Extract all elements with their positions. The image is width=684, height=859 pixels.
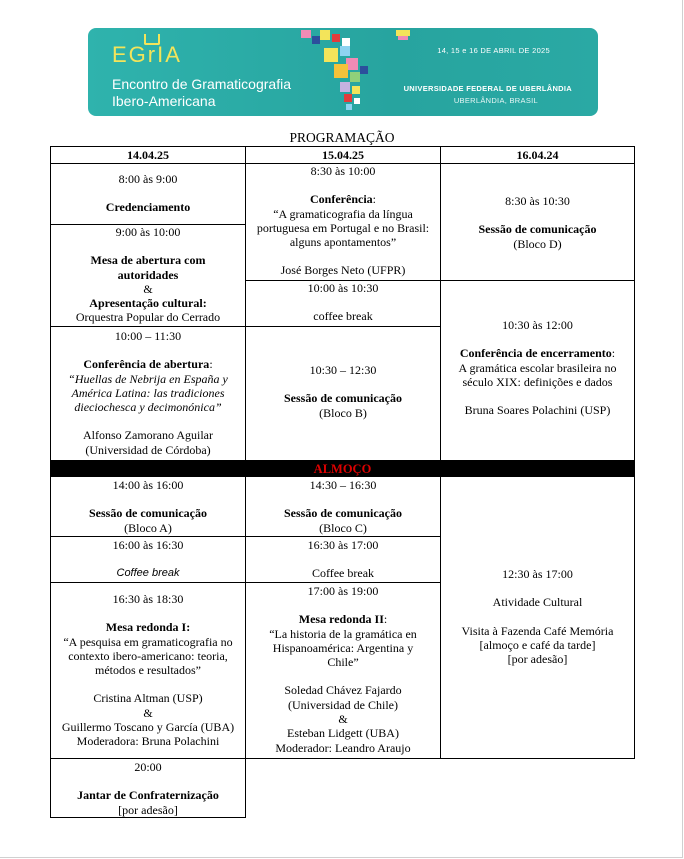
day1-mesa-redonda-1: 16:30 às 18:30 Mesa redonda I: “A pesquisa em gramaticografia no contexto ibero-americano: teoria, métodos e resultados” Cristina Altman (USP) & Guillermo Toscano y García (UBA) Moderadora: Bruna Polachini bbox=[50, 582, 246, 759]
day2-sessao-c: 14:30 – 16:30 Sessão de comunicação (Bloco C) bbox=[245, 476, 441, 537]
event-dates: 14, 15 e 16 DE ABRIL DE 2025 bbox=[437, 46, 550, 55]
program-title: PROGRAMAÇÃO bbox=[289, 130, 395, 145]
lunch-label: ALMOÇO bbox=[313, 462, 372, 476]
day3-atividade-cultural: 12:30 às 17:00 Atividade Cultural Visita à Fazenda Café Memória [almoço e café da tarde] [por adesão] bbox=[440, 476, 635, 759]
day1-sessao-a: 14:00 às 16:00 Sessão de comunicação (Bloco A) bbox=[50, 476, 246, 537]
university-name: UNIVERSIDADE FEDERAL DE UBERLÂNDIA bbox=[403, 84, 572, 93]
day1-jantar: 20:00 Jantar de Confraternização [por adesão] bbox=[50, 758, 246, 818]
header-day-1: 14.04.25 bbox=[50, 146, 246, 164]
header-day-2: 15.04.25 bbox=[245, 146, 441, 164]
event-logo: EGrIA bbox=[112, 42, 182, 67]
day2-mesa-redonda-2: 17:00 às 19:00 Mesa redonda II: “La historia de la gramática en Hispanoamérica: Argentina y Chile” Soledad Chávez Fajardo (Universidad de Chile) & Esteban Lidgett (UBA) Moderador: Leandro Araujo bbox=[245, 582, 441, 759]
event-banner bbox=[88, 28, 598, 116]
header-day-3: 16.04.24 bbox=[440, 146, 635, 164]
event-name: Encontro de Gramaticografia Ibero-Americana bbox=[112, 76, 291, 109]
day2-sessao-b: 10:30 – 12:30 Sessão de comunicação (Bloco B) bbox=[245, 326, 441, 461]
day3-sessao-d: 8:30 às 10:30 Sessão de comunicação (Bloco D) bbox=[440, 163, 635, 281]
day1-credenciamento: 8:00 às 9:00 Credenciamento bbox=[50, 163, 246, 225]
day2-coffee-break-2: 16:30 às 17:00 Coffee break bbox=[245, 536, 441, 583]
day1-abertura: 9:00 às 10:00 Mesa de abertura com autoridades & Apresentação cultural: Orquestra Popular do Cerrado bbox=[50, 224, 246, 327]
event-city: UBERLÂNDIA, BRASIL bbox=[453, 96, 538, 105]
day2-conferencia: 8:30 às 10:00 Conferência: “A gramaticografia da língua portuguesa em Portugal e no Brasil: alguns apontamentos” José Borges Neto (UFPR) bbox=[245, 163, 441, 281]
day3-conferencia-encerramento: 10:30 às 12:00 Conferência de encerramento: A gramática escolar brasileira no século XIX: definições e dados Bruna Soares Polachini (USP) bbox=[440, 280, 635, 461]
day1-coffee-break: 16:00 às 16:30 Coffee break bbox=[50, 536, 246, 583]
lunch-divider bbox=[50, 460, 635, 476]
day1-conferencia-abertura: 10:00 – 11:30 Conferência de abertura: “Huellas de Nebrija en España y América Latina: las tradiciones dieciochesca y decimonónica” Alfonso Zamorano Aguilar (Universidad de Córdoba) bbox=[50, 326, 246, 461]
schedule-table bbox=[50, 146, 635, 818]
day2-coffee-break-1: 10:00 às 10:30 coffee break bbox=[245, 280, 441, 327]
